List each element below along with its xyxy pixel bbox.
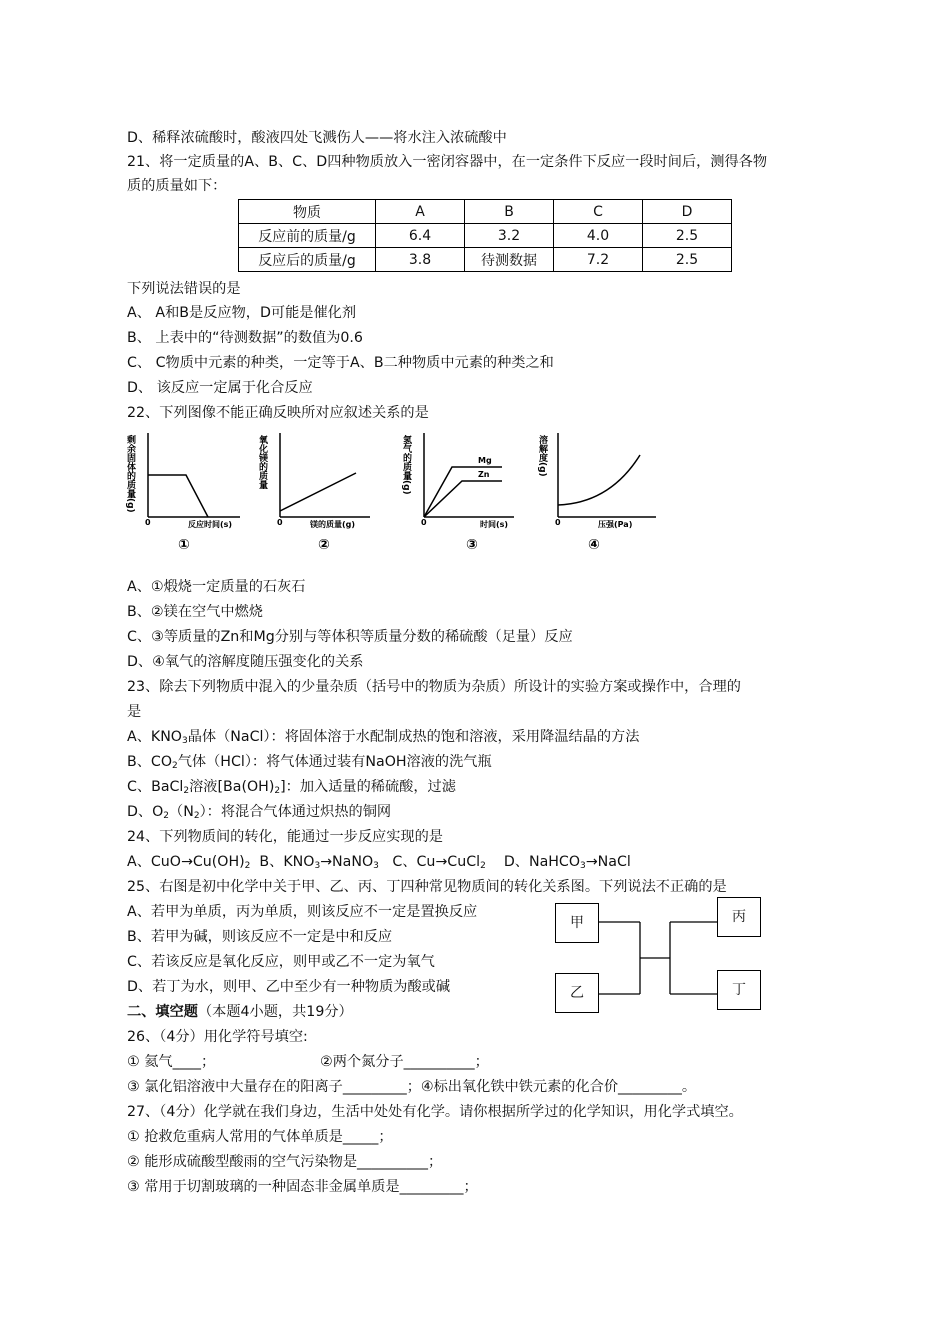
q24-options: A、$CuO\to Cu(OH)_2$ B、$KNO_3\to NaNO_3$ C、Cu→CuCl$_2$ D、NaHCO$_3$→NaCl	[127, 854, 631, 871]
q25-option-a: A、若甲为单质，丙为单质，则该反应不一定是置换反应	[127, 904, 478, 920]
table-cell: 2.5	[643, 224, 732, 248]
q26-item-2: ②两个氮分子__________；	[320, 1054, 489, 1070]
graph-3-origin: 0	[421, 518, 427, 527]
graph-4-number: ④	[588, 537, 600, 553]
q22-option-b: B、②镁在空气中燃烧	[127, 604, 263, 620]
q23-stem-1: 23、除去下列物质中混入的少量杂质（括号中的物质为杂质）所设计的实验方案或操作中，合理的	[127, 679, 741, 695]
q25-option-d: D、若丁为水，则甲、乙中至少有一种物质为酸或碱	[127, 979, 451, 995]
graph-3	[402, 425, 520, 560]
table-cell: 待测数据	[465, 248, 554, 272]
q26-item-3: ③ 氯化铝溶液中大量存在的阳离子_________；④标出氧化铁中铁元素的化合价_________。	[127, 1079, 697, 1095]
q24-stem: 24、下列物质间的转化，能通过一步反应实现的是	[127, 829, 443, 845]
graph-1-number: ①	[178, 537, 190, 553]
q27-item-3: ③ 常用于切割玻璃的一种固态非金属单质是_________；	[127, 1179, 478, 1195]
table-row	[239, 200, 732, 224]
table-cell: 7.2	[554, 248, 643, 272]
q27-item-2: ② 能形成硫酸型酸雨的空气污染物是__________；	[127, 1154, 443, 1170]
box-jia: 甲	[555, 903, 599, 943]
table-cell: 6.4	[376, 224, 465, 248]
q26-item-1: ① 氦气____；	[127, 1054, 216, 1070]
graph-3-number: ③	[466, 537, 478, 553]
line-option-d: D、稀释浓硫酸时，酸液四处飞溅伤人——将水注入浓硫酸中	[127, 130, 507, 146]
q21-question: 下列说法错误的是	[127, 281, 241, 297]
q21-option-b: B、 上表中的“待测数据”的数值为0.6	[127, 330, 363, 346]
q27-stem: 27、（4分）化学就在我们身边，生活中处处有化学。请你根据所学过的化学知识，用化学式填空。	[127, 1104, 743, 1120]
q23-option-d: D、$O_2(N_2)$：将混合气体通过炽热的铜网	[127, 804, 392, 821]
q21-option-d: D、 该反应一定属于化合反应	[127, 380, 313, 396]
q27-item-1: ① 抢救危重病人常用的气体单质是_____；	[127, 1129, 393, 1145]
table-header-cell: D	[643, 200, 732, 224]
section-2-heading: 二、填空题（本题4小题，共19分）	[127, 1004, 353, 1020]
q23-option-c: C、BaCl$_2$溶液$[Ba(OH)_2]$：加入适量的稀硫酸，过滤	[127, 779, 456, 796]
table-header-cell: A	[376, 200, 465, 224]
graph-1-ylabel: 剩余固体的质量(g)	[125, 435, 135, 513]
graph-4-ylabel: 溶解度(g)	[537, 435, 547, 477]
q22-option-a: A、①煅烧一定质量的石灰石	[127, 579, 306, 595]
graph-2	[258, 425, 376, 560]
table-cell: 反应后的质量/g	[239, 248, 376, 272]
table-cell: 3.2	[465, 224, 554, 248]
graph-4-xlabel: 压强(Pa)	[598, 520, 633, 529]
graph-1-origin: 0	[145, 518, 151, 527]
q23-option-b: B、$CO_2$气体（HCl）：将气体通过装有NaOH溶液的洗气瓶	[127, 754, 492, 771]
q22-option-c: C、③等质量的Zn和Mg分别与等体积等质量分数的稀硫酸（足量）反应	[127, 629, 573, 645]
graph-4	[537, 425, 658, 560]
table-cell: 反应前的质量/g	[239, 224, 376, 248]
graph-1	[125, 425, 246, 560]
graph-3-xlabel: 时间(s)	[480, 520, 509, 529]
table-row	[239, 224, 732, 248]
q23-stem-2: 是	[127, 704, 142, 720]
q23-option-a: A、$KNO_3$晶体（NaCl）：将固体溶于水配制成热的饱和溶液，采用降温结晶的方法	[127, 729, 640, 746]
graph-2-number: ②	[318, 537, 330, 553]
q21-stem-2: 质的质量如下：	[127, 178, 227, 194]
q21-option-a: A、 A和B是反应物，D可能是催化剂	[127, 305, 357, 321]
table-header-cell: B	[465, 200, 554, 224]
q25-stem: 25、右图是初中化学中关于甲、乙、丙、丁四种常见物质间的转化关系图。下列说法不正确的是	[127, 879, 727, 895]
graph-2-ylabel: 氧化镁的质量	[257, 435, 267, 489]
graph-2-origin: 0	[277, 518, 283, 527]
graph-4-origin: 0	[555, 518, 561, 527]
q21-stem-1: 21、将一定质量的A、B、C、D四种物质放入一密闭容器中，在一定条件下反应一段时间后，测得各物	[127, 154, 768, 170]
q21-option-c: C、 C物质中元素的种类，一定等于A、B二种物质中元素的种类之和	[127, 355, 554, 371]
q25-option-b: B、若甲为碱，则该反应不一定是中和反应	[127, 929, 393, 945]
table-cell: 3.8	[376, 248, 465, 272]
graph-1-xlabel: 反应时间(s)	[188, 520, 233, 529]
table-cell: 4.0	[554, 224, 643, 248]
box-yi: 乙	[555, 973, 599, 1013]
graph-3-ylabel: 氢气的质量(g)	[401, 435, 411, 495]
graph-3-curve-zn: Zn	[478, 470, 490, 479]
table-header-cell: C	[554, 200, 643, 224]
q25-option-c: C、若该反应是氧化反应，则甲或乙不一定为氧气	[127, 954, 435, 970]
q22-option-d: D、④氧气的溶解度随压强变化的关系	[127, 654, 364, 670]
table-cell: 2.5	[643, 248, 732, 272]
graph-2-xlabel: 镁的质量(g)	[310, 520, 356, 529]
graph-3-curve-mg: Mg	[478, 456, 492, 465]
table-row	[239, 248, 732, 272]
table-header-cell: 物质	[239, 200, 376, 224]
mass-table	[238, 199, 732, 272]
q22-stem: 22、下列图像不能正确反映所对应叙述关系的是	[127, 405, 429, 421]
box-bing: 丙	[717, 897, 761, 937]
box-ding: 丁	[717, 970, 761, 1010]
q26-stem: 26、（4分）用化学符号填空:	[127, 1029, 308, 1045]
